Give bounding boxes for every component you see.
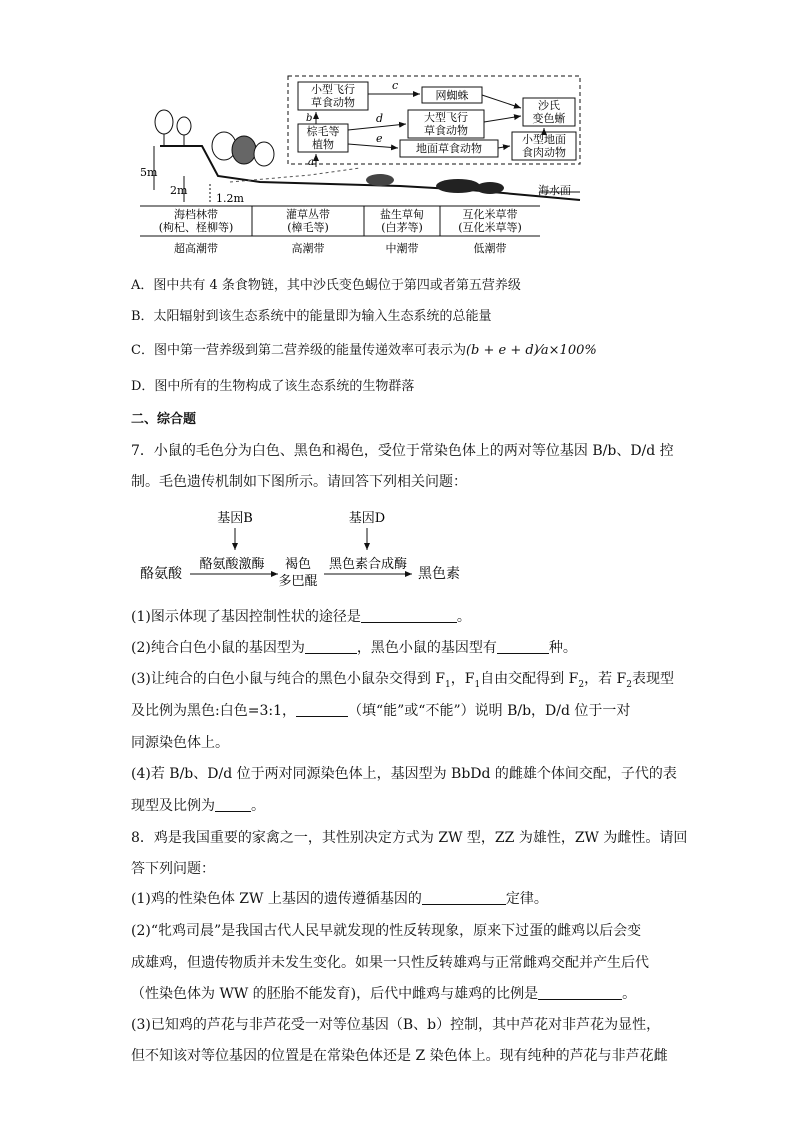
subscript: 2 bbox=[626, 679, 632, 690]
answer-blank[interactable] bbox=[361, 607, 457, 623]
zone-1-detail: (枸杞、柽柳等) bbox=[158, 221, 234, 234]
cordgrass-icon bbox=[436, 179, 480, 193]
arrow-label-b: b bbox=[306, 113, 313, 124]
small-flying-herbivore-line2: 草食动物 bbox=[311, 96, 355, 109]
anole-line1: 沙氏 bbox=[538, 99, 560, 112]
intermediate-name: 多巴醌 bbox=[278, 574, 318, 588]
answer-blank[interactable] bbox=[296, 701, 348, 717]
q7-sub2 bbox=[131, 638, 661, 658]
q8-line2: 答下列问题： bbox=[131, 861, 215, 877]
product-label: 黑色素 bbox=[418, 566, 460, 582]
shrub-icon-3 bbox=[254, 142, 274, 166]
tree-icon-2 bbox=[177, 117, 191, 135]
q8-line1: 8．鸡是我国重要的家禽之一，其性别决定方式为 ZW 型，ZZ 为雄性，ZW 为雌性。请回 bbox=[131, 830, 688, 846]
q7-sub1-text: (1)图示体现了基因控制性状的途径是 bbox=[131, 609, 361, 625]
zone-3-tide: 中潮带 bbox=[385, 242, 419, 255]
q8-sub1-text: (1)鸡的性染色体 ZW 上基因的遗传遵循基因的 bbox=[131, 891, 422, 907]
plant-line1: 棕毛等 bbox=[306, 125, 340, 138]
zone-3-detail: (白茅等) bbox=[381, 221, 423, 234]
q7-sub3-line2 bbox=[131, 701, 661, 721]
q8-sub3-line2: 但不知该对等位基因的位置是在常染色体还是 Z 染色体上。现有纯种的芦花与非芦花雌 bbox=[131, 1048, 668, 1064]
q7-sub3-text: （填“能”或“不能”）说明 B/b，D/d 位于一对 bbox=[347, 703, 631, 719]
option-b: B．太阳辐射到该生态系统中的能量即为输入生态系统的总能量 bbox=[131, 309, 492, 324]
answer-blank[interactable] bbox=[305, 638, 357, 654]
q7-sub3-text: ，F bbox=[450, 671, 475, 687]
zone-1-tide: 超高潮带 bbox=[174, 242, 218, 255]
section-title: 二、综合题 bbox=[131, 412, 197, 427]
q8-sub2-line2: 成雄鸡，但遗传物质并未发生变化。如果一只性反转雄鸡与正常雌鸡交配并产生后代 bbox=[131, 955, 649, 971]
enzyme1-label: 酪氨酸激酶 bbox=[199, 557, 265, 572]
cordgrass-icon-2 bbox=[476, 182, 504, 194]
q7-sub3-text: 自由交配得到 F bbox=[480, 671, 579, 687]
arrow-label-d: d bbox=[376, 112, 384, 125]
ecosystem-diagram bbox=[140, 72, 590, 262]
q8-sub3-line1: (3)已知鸡的芦花与非芦花受一对等位基因（B、b）控制，其中芦花对非芦花为显性， bbox=[131, 1017, 661, 1033]
option-c-text: C．图中第一营养级到第二营养级的能量传递效率可表示为 bbox=[131, 343, 466, 358]
answer-blank[interactable] bbox=[538, 984, 622, 1000]
subscript: 2 bbox=[578, 679, 585, 690]
q7-line2: 制。毛色遗传机制如下图所示。请回答下列相关问题： bbox=[131, 474, 467, 490]
q8-sub1 bbox=[131, 889, 661, 909]
sea-level-label: 海水面 bbox=[538, 184, 571, 197]
q8-sub2-text: （性染色体为 WW 的胚胎不能发育)，后代中雌鸡与雄鸡的比例是 bbox=[131, 986, 539, 1002]
answer-blank[interactable] bbox=[497, 638, 549, 654]
height-1-2m: 1.2m bbox=[216, 192, 244, 205]
arrow-spider-anole bbox=[482, 95, 521, 108]
q7-sub3-line3: 同源染色体上。 bbox=[131, 735, 229, 751]
q7-sub1-end: 。 bbox=[456, 609, 471, 625]
q8-sub2-line3 bbox=[131, 984, 661, 1004]
subscript: 1 bbox=[474, 679, 481, 690]
q8-sub2-line1: (2)“牝鸡司晨”是我国古代人民早就发现的性反转现象，原来下过蛋的雌鸡以后会变 bbox=[131, 923, 642, 939]
ground-herbivore-label: 地面草食动物 bbox=[416, 142, 482, 155]
q7-sub2-end: 种。 bbox=[548, 640, 577, 656]
q7-sub3-text: (3)让纯合的白色小鼠与纯合的黑色小鼠杂交得到 F bbox=[131, 671, 445, 687]
anole-line2: 变色蜥 bbox=[532, 112, 566, 125]
q7-sub4-line2 bbox=[131, 796, 661, 816]
arrow-large-anole bbox=[484, 116, 521, 122]
q7-sub3-text: ，若 F bbox=[584, 671, 627, 687]
melanin-pathway-diagram bbox=[140, 508, 480, 588]
slope-hatching bbox=[230, 168, 360, 182]
spider-label: 网蜘蛛 bbox=[435, 89, 469, 102]
zone-2-tide: 高潮带 bbox=[291, 242, 325, 255]
gene-d-label: 基因D bbox=[348, 511, 386, 526]
grass-icon bbox=[366, 174, 394, 186]
q7-sub2-text: (2)纯合白色小鼠的基因型为 bbox=[131, 640, 305, 656]
plant-line2: 植物 bbox=[312, 138, 334, 151]
subscript: 1 bbox=[445, 679, 451, 690]
q7-sub3-text: 表现型 bbox=[632, 671, 674, 687]
q8-sub2-end: 。 bbox=[622, 986, 637, 1002]
q7-sub4-line1: (4)若 B/b、D/d 位于两对同源染色体上，基因型为 BbDd 的雌雄个体间交配，子代的表 bbox=[131, 766, 677, 782]
option-c bbox=[131, 341, 661, 361]
arrow-label-c: c bbox=[392, 79, 399, 92]
answer-blank[interactable] bbox=[215, 796, 251, 812]
q7-sub3-line1 bbox=[131, 669, 674, 695]
zone-1-name: 海档林带 bbox=[174, 208, 218, 221]
arrow-ground-carnivore bbox=[498, 146, 510, 148]
large-flying-herbivore-line1: 大型飞行 bbox=[424, 111, 468, 124]
height-2m: 2m bbox=[170, 184, 188, 197]
arrow-label-a: a bbox=[308, 157, 314, 168]
ground-carnivore-line1: 小型地面 bbox=[522, 133, 566, 146]
q8-sub1-end: 定律。 bbox=[505, 891, 548, 907]
zone-3-name: 盐生草甸 bbox=[380, 208, 424, 221]
answer-blank[interactable] bbox=[422, 889, 506, 905]
option-c-formula: (b + e + d)⁄a×100% bbox=[465, 343, 597, 358]
height-5m: 5m bbox=[140, 166, 158, 179]
zone-4-name: 互化米草带 bbox=[462, 208, 518, 221]
arrow-e bbox=[348, 144, 398, 148]
q7-sub4-text: 现型及比例为 bbox=[131, 798, 215, 814]
gene-b-label: 基因B bbox=[217, 511, 253, 526]
q7-line1: 7．小鼠的毛色分为白色、黑色和褐色，受位于常染色体上的两对等位基因 B/b、D/d 控 bbox=[131, 443, 674, 459]
arrow-label-e: e bbox=[376, 132, 383, 145]
zone-2-detail: (樟毛等) bbox=[287, 221, 329, 234]
q7-sub3-text: 及比例为黑色:白色=3:1， bbox=[131, 703, 296, 719]
option-a: A．图中共有 4 条食物链，其中沙氏变色蜴位于第四或者第五营养级 bbox=[131, 278, 521, 293]
zone-2-name: 灌草丛带 bbox=[286, 208, 330, 221]
small-flying-herbivore-line1: 小型飞行 bbox=[311, 83, 355, 96]
ground-carnivore-line2: 食肉动物 bbox=[522, 146, 566, 159]
q7-sub1 bbox=[131, 607, 661, 627]
intermediate-color: 褐色 bbox=[284, 557, 312, 572]
zone-4-detail: (互化米草等) bbox=[458, 221, 522, 234]
zone-4-tide: 低潮带 bbox=[473, 242, 507, 255]
shrub-icon-2 bbox=[232, 136, 256, 164]
q7-sub2-mid: ，黑色小鼠的基因型有 bbox=[356, 640, 497, 656]
substrate-label: 酪氨酸 bbox=[140, 566, 182, 582]
tree-icon bbox=[155, 110, 173, 134]
enzyme2-label: 黑色素合成酶 bbox=[328, 557, 408, 572]
large-flying-herbivore-line2: 草食动物 bbox=[424, 124, 468, 137]
option-d: D．图中所有的生物构成了该生态系统的生物群落 bbox=[131, 379, 415, 394]
q7-sub4-end: 。 bbox=[251, 798, 265, 814]
